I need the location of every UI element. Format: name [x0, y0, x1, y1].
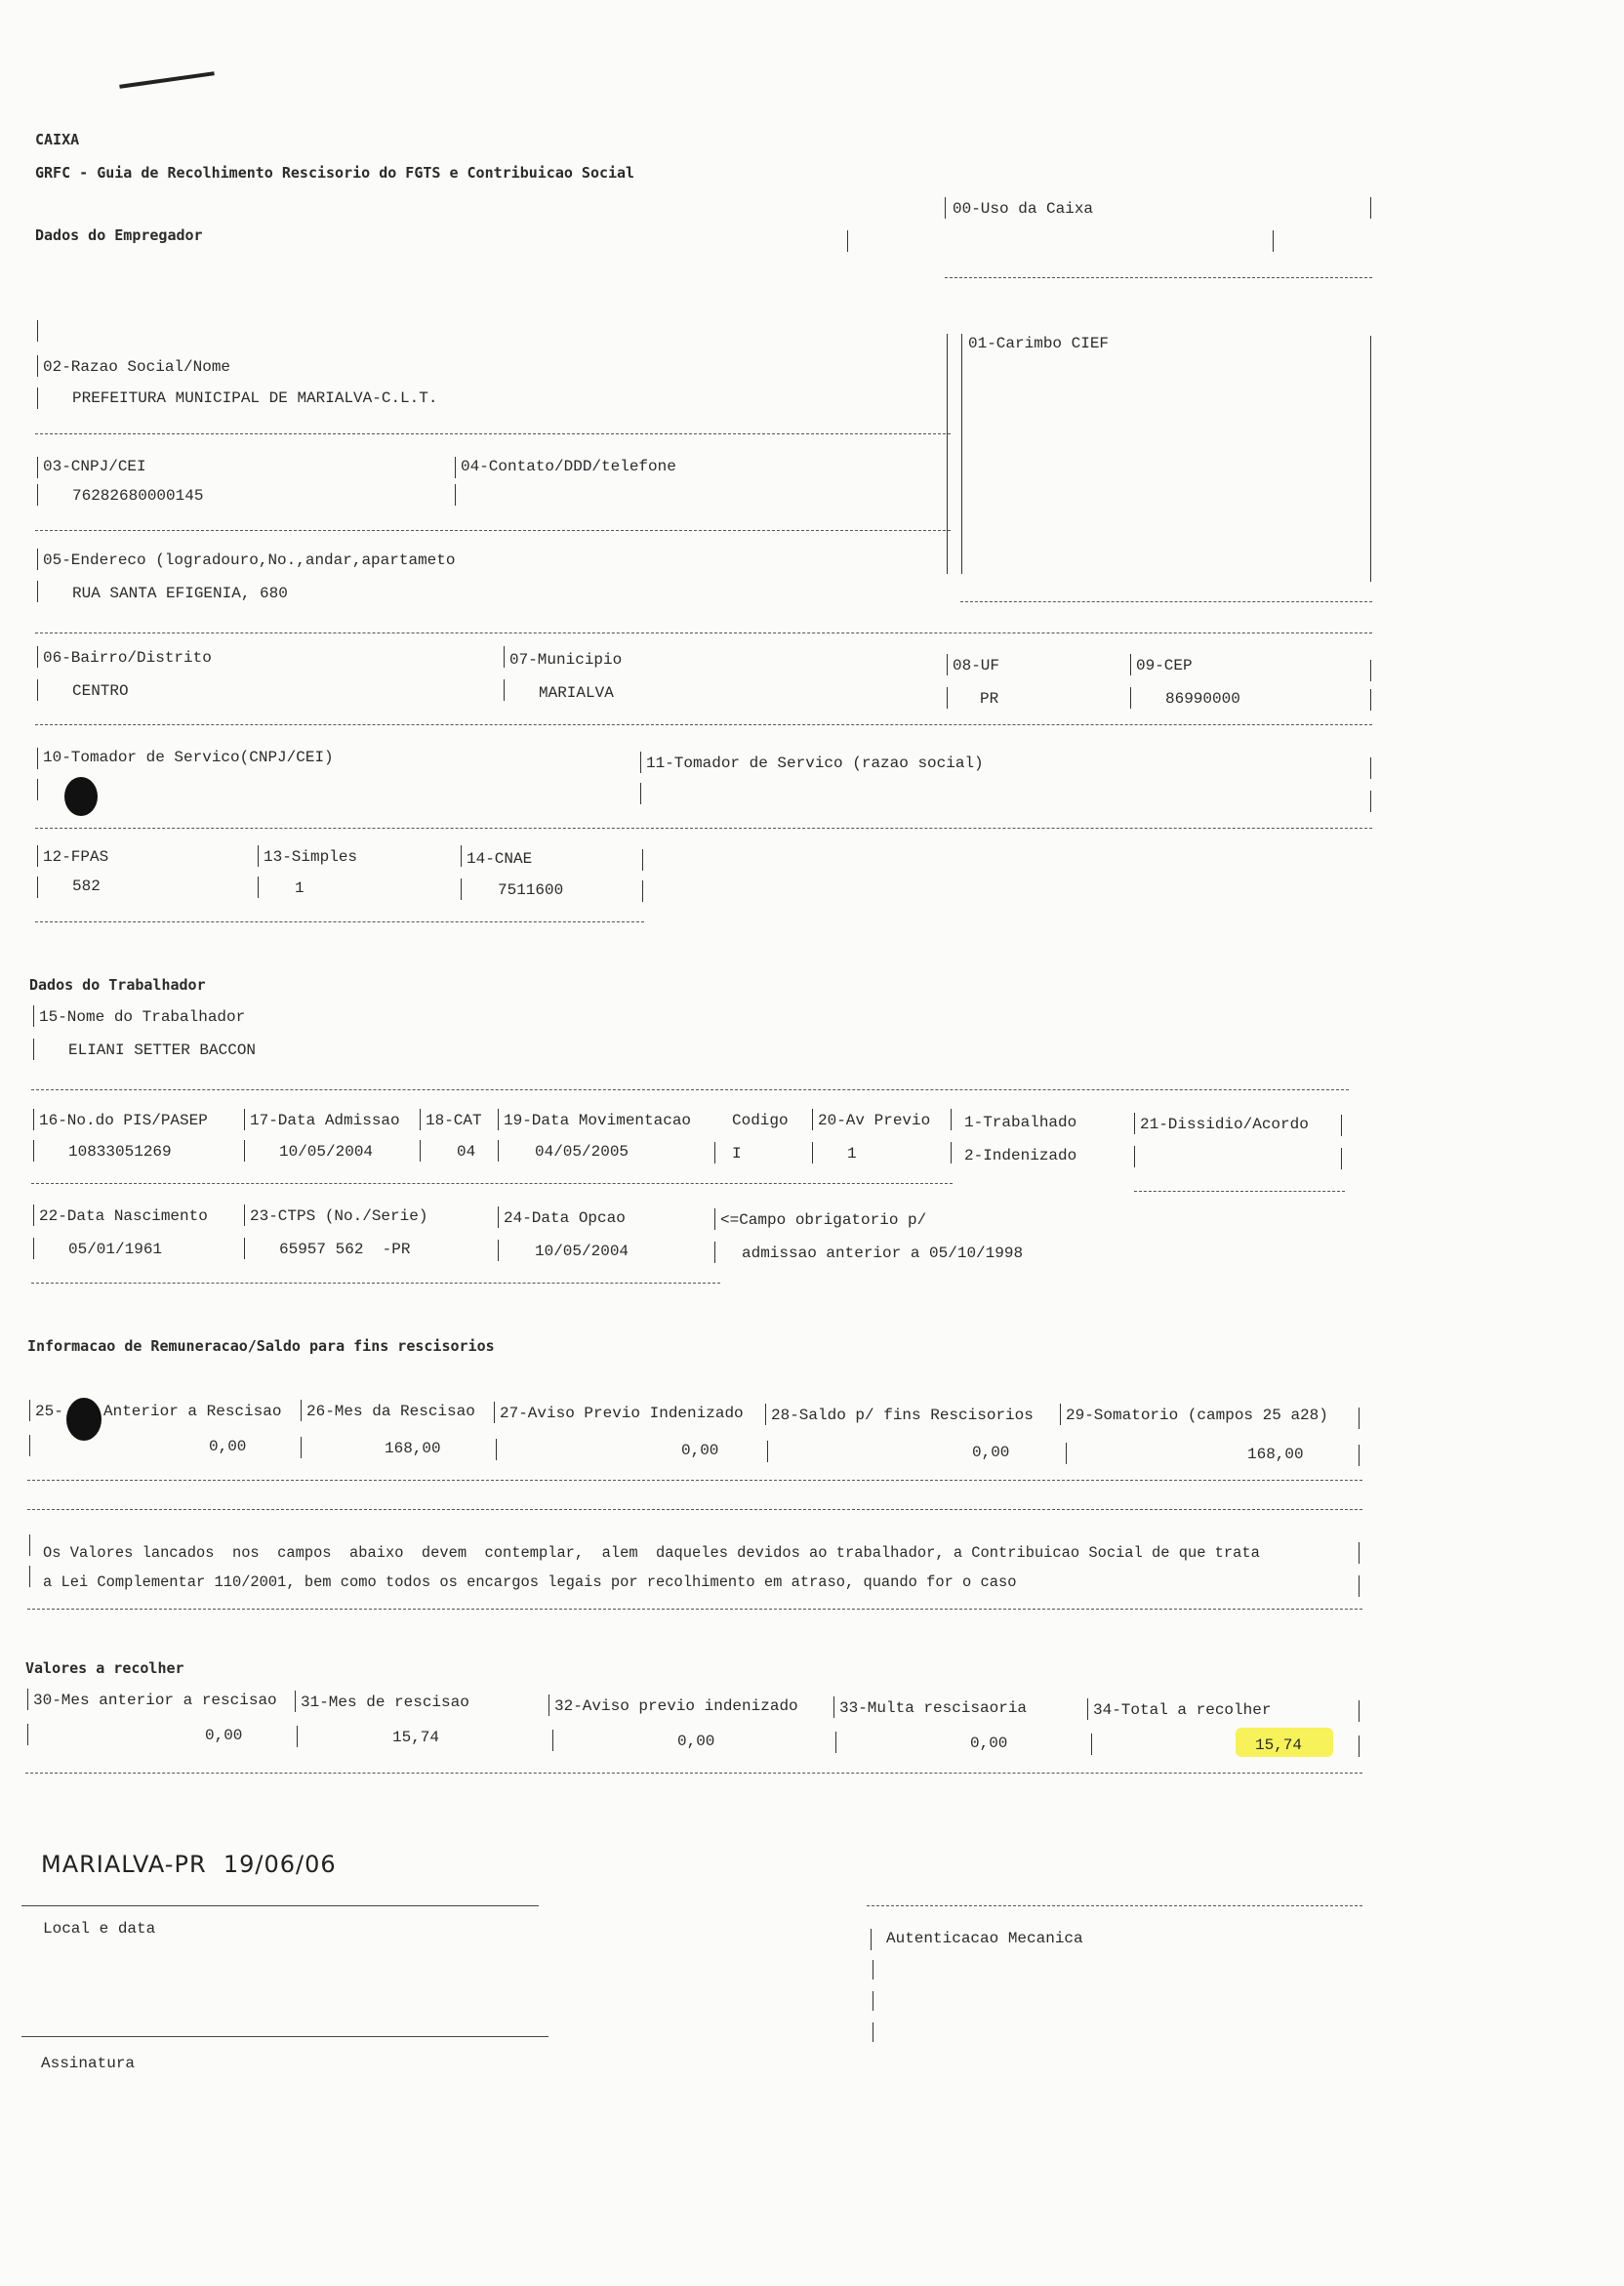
cat-label: 18-CAT — [426, 1112, 482, 1129]
section-trabalhador-title: Dados do Trabalhador — [29, 976, 206, 994]
c30-value-bar — [27, 1724, 28, 1745]
uso-da-caixa-label: 00-Uso da Caixa — [953, 200, 1094, 218]
bairro-label: 06-Bairro/Distrito — [43, 649, 212, 667]
c25-value-bar — [29, 1435, 30, 1456]
dissidio-right-bar — [1341, 1115, 1342, 1136]
bairro-value-bar — [37, 679, 38, 701]
cep-value-bar — [1130, 687, 1131, 709]
fpas-bar — [37, 845, 38, 867]
uf-label: 08-UF — [953, 657, 1000, 674]
codigo-value: I — [732, 1145, 742, 1163]
carimbo-bar-a — [947, 334, 948, 574]
assinatura-line — [21, 2036, 548, 2037]
aviso-right-bar-2 — [1359, 1575, 1360, 1597]
redaction-dot — [64, 777, 98, 816]
endereco-bar — [37, 549, 38, 570]
municipio-bar — [504, 646, 505, 668]
av-previo-value: 1 — [847, 1145, 857, 1163]
c29-value-right-bar — [1359, 1445, 1360, 1466]
c28-value-bar — [767, 1441, 768, 1462]
assinatura-label: Assinatura — [41, 2055, 136, 2072]
c33-value-bar — [835, 1732, 836, 1753]
admissao-label: 17-Data Admissao — [250, 1112, 400, 1129]
c26-value-bar — [301, 1437, 302, 1458]
c32-value: 0,00 — [677, 1733, 715, 1750]
bairro-divider — [35, 724, 1372, 725]
tomador-cnpj-bar — [37, 748, 38, 769]
trabalhado-label: 1-Trabalhado — [964, 1114, 1077, 1131]
c31-value-bar — [297, 1726, 298, 1747]
tomador-value-right-bar — [1370, 791, 1371, 812]
tomador-right-bar — [1370, 757, 1371, 779]
tomador-cnpj-value-bar — [37, 779, 38, 800]
aviso-left-bar-2 — [29, 1566, 30, 1587]
opcao-bar — [498, 1206, 499, 1228]
cnpj-bar — [37, 457, 38, 478]
section-empregador-title: Dados do Empregador — [35, 226, 203, 244]
aviso-right-bar-1 — [1359, 1542, 1360, 1564]
c25-value: 0,00 — [209, 1438, 247, 1455]
cep-value: 86990000 — [1165, 690, 1240, 708]
municipio-label: 07-Municipio — [509, 651, 623, 669]
redaction-dot-2 — [66, 1398, 102, 1441]
pis-value: 10833051269 — [68, 1143, 172, 1161]
bairro-bar — [37, 646, 38, 668]
nome-bar — [33, 1005, 34, 1027]
fpas-divider — [35, 921, 644, 922]
av-previo-label: 20-Av Previo — [818, 1112, 931, 1129]
codigo-label: Codigo — [732, 1112, 789, 1129]
nome-value-bar — [33, 1039, 34, 1060]
nascimento-bar — [33, 1204, 34, 1226]
nome-trabalhador-label: 15-Nome do Trabalhador — [39, 1008, 246, 1026]
recolher-divider — [25, 1773, 1362, 1774]
form-title: GRFC - Guia de Recolhimento Rescisorio do FGTS e Contribuicao Social — [35, 164, 635, 182]
uf-value: PR — [980, 690, 999, 708]
av-previo-bar — [812, 1109, 813, 1130]
pis-value-bar — [33, 1140, 34, 1162]
fpas-value-bar — [37, 877, 38, 898]
c28-value: 0,00 — [972, 1444, 1010, 1461]
c34-value-right-bar — [1359, 1735, 1360, 1757]
c33-value: 0,00 — [970, 1735, 1008, 1752]
indenizado-bar — [951, 1142, 952, 1163]
section-remuneracao-title: Informacao de Remuneracao/Saldo para fins rescisorios — [27, 1337, 495, 1355]
c30-bar — [27, 1689, 28, 1710]
endereco-label: 05-Endereco (logradouro,No.,andar,apartameto — [43, 551, 456, 569]
simples-value: 1 — [295, 879, 304, 897]
aviso-bottom — [27, 1609, 1362, 1610]
ctps-value: 65957 562 -PR — [279, 1241, 411, 1258]
bank-name: CAIXA — [35, 131, 80, 148]
dissidio-value-bar — [1134, 1146, 1135, 1167]
c33-bar — [833, 1696, 834, 1718]
c26-value: 168,00 — [385, 1440, 441, 1457]
empregador-bar — [37, 320, 38, 342]
cep-bar — [1130, 654, 1131, 675]
cep-value-right-bar — [1370, 689, 1371, 711]
opcao-value: 10/05/2004 — [535, 1243, 629, 1260]
simples-value-bar — [258, 877, 259, 898]
c32-bar — [548, 1694, 549, 1716]
nota-value-bar — [714, 1242, 715, 1263]
nascimento-label: 22-Data Nascimento — [39, 1207, 208, 1225]
c29-value-bar — [1066, 1443, 1067, 1464]
tomador-razao-bar — [640, 752, 641, 773]
uf-value-bar — [947, 687, 948, 709]
cnae-value-right-bar — [642, 880, 643, 902]
razao-social-label: 02-Razao Social/Nome — [43, 358, 231, 376]
aviso-line-2: a Lei Complementar 110/2001, bem como todos os encargos legais por recolhimento em atraso, quando for o caso — [43, 1573, 1017, 1591]
uf-bar — [947, 654, 948, 675]
pen-stroke-mark — [119, 71, 215, 89]
trabalhado-bar — [951, 1109, 952, 1130]
nome-trabalhador-value: ELIANI SETTER BACCON — [68, 1041, 257, 1059]
movimentacao-value-bar — [498, 1140, 499, 1162]
caixa-border-right — [1370, 197, 1371, 219]
nome-divider — [31, 1089, 1349, 1090]
c30-value: 0,00 — [205, 1727, 243, 1744]
c34-right-bar — [1359, 1700, 1360, 1722]
c28-bar — [765, 1404, 766, 1425]
local-data-value: MARIALVA-PR 19/06/06 — [41, 1851, 337, 1878]
razao-divider — [35, 433, 951, 434]
c34-value-bar — [1091, 1734, 1092, 1755]
admissao-bar — [244, 1109, 245, 1130]
aviso-line-1: Os Valores lancados nos campos abaixo devem contemplar, alem daqueles devidos ao trabalhador, a Contribuicao Social de que trata — [43, 1544, 1260, 1562]
aviso-left-bar-1 — [29, 1534, 30, 1556]
admissao-anterior-note: admissao anterior a 05/10/1998 — [742, 1245, 1024, 1262]
dissidio-label: 21-Dissidio/Acordo — [1140, 1116, 1309, 1133]
autenticacao-bar — [871, 1929, 872, 1950]
cep-label: 09-CEP — [1136, 657, 1193, 674]
cnae-label: 14-CNAE — [467, 850, 533, 868]
pis-label: 16-No.do PIS/PASEP — [39, 1112, 208, 1129]
movimentacao-bar — [498, 1109, 499, 1130]
section-recolher-title: Valores a recolher — [25, 1659, 184, 1677]
cnpj-label: 03-CNPJ/CEI — [43, 458, 146, 475]
razao-social-value: PREFEITURA MUNICIPAL DE MARIALVA-C.L.T. — [72, 389, 438, 407]
c27-label: 27-Aviso Previo Indenizado — [500, 1405, 744, 1422]
c27-bar — [494, 1402, 495, 1423]
fpas-label: 12-FPAS — [43, 848, 109, 866]
caixa-border-mid1 — [847, 230, 848, 252]
c33-label: 33-Multa rescisaoria — [839, 1699, 1028, 1717]
admissao-value: 10/05/2004 — [279, 1143, 374, 1161]
endereco-value: RUA SANTA EFIGENIA, 680 — [72, 585, 288, 602]
autenticacao-label: Autenticacao Mecanica — [886, 1930, 1083, 1947]
local-data-label: Local e data — [43, 1920, 156, 1938]
dissidio-value-right-bar — [1341, 1148, 1342, 1169]
c27-value-bar — [496, 1439, 497, 1460]
nascimento-value-bar — [33, 1238, 34, 1259]
razao-value-bar — [37, 388, 38, 409]
cat-bar — [420, 1109, 421, 1130]
municipio-value: MARIALVA — [539, 684, 614, 702]
razao-bar — [37, 355, 38, 377]
nascimento-divider — [31, 1283, 720, 1284]
caixa-border-left — [945, 197, 946, 219]
carimbo-cief-label: 01-Carimbo CIEF — [968, 335, 1110, 352]
nascimento-value: 05/01/1961 — [68, 1241, 163, 1258]
cnpj-value: 76282680000145 — [72, 487, 204, 505]
codigo-value-bar — [714, 1142, 715, 1163]
movimentacao-label: 19-Data Movimentacao — [504, 1112, 692, 1129]
cnpj-value-bar — [37, 484, 38, 506]
c29-right-bar — [1359, 1408, 1360, 1429]
tomador-razao-label: 11-Tomador de Servico (razao social) — [646, 755, 984, 772]
carimbo-bottom — [960, 601, 1372, 602]
contato-value-bar — [455, 484, 456, 506]
nota-bar — [714, 1208, 715, 1230]
c29-value: 168,00 — [1247, 1446, 1304, 1463]
cat-value: 04 — [457, 1143, 476, 1161]
c26-bar — [301, 1400, 302, 1421]
c31-value: 15,74 — [392, 1729, 440, 1746]
c25-label: Anterior a Rescisao — [103, 1403, 282, 1420]
cep-right-bar — [1370, 660, 1371, 681]
c27-value: 0,00 — [681, 1442, 719, 1459]
admissao-value-bar — [244, 1140, 245, 1162]
c28-label: 28-Saldo p/ fins Rescisorios — [771, 1407, 1034, 1424]
endereco-value-bar — [37, 581, 38, 602]
carimbo-bar-b — [961, 334, 962, 574]
pis-divider — [31, 1183, 953, 1184]
c29-bar — [1060, 1404, 1061, 1425]
contato-label: 04-Contato/DDD/telefone — [461, 458, 676, 475]
cnae-value: 7511600 — [498, 881, 564, 899]
indenizado-label: 2-Indenizado — [964, 1147, 1077, 1164]
caixa-divider — [945, 277, 1372, 278]
contato-bar — [455, 457, 456, 478]
c31-bar — [295, 1691, 296, 1712]
cnae-bar — [461, 845, 462, 867]
cat-value-bar — [420, 1140, 421, 1162]
simples-bar — [258, 845, 259, 867]
c26-label: 26-Mes da Rescisao — [306, 1403, 475, 1420]
dissidio-divider — [1134, 1191, 1345, 1192]
caixa-border-mid2 — [1273, 230, 1274, 252]
opcao-value-bar — [498, 1240, 499, 1261]
local-data-line — [21, 1905, 539, 1906]
opcao-label: 24-Data Opcao — [504, 1209, 626, 1227]
c32-label: 32-Aviso previo indenizado — [554, 1697, 798, 1715]
carimbo-bar-right — [1370, 336, 1371, 582]
tomador-razao-value-bar — [640, 783, 641, 804]
ctps-bar — [244, 1204, 245, 1226]
ctps-value-bar — [244, 1238, 245, 1259]
tomador-cnpj-label: 10-Tomador de Servico(CNPJ/CEI) — [43, 749, 334, 766]
campo-obrigatorio-note: <=Campo obrigatorio p/ — [720, 1211, 927, 1229]
cnpj-divider — [35, 530, 951, 531]
autenticacao-top — [867, 1905, 1362, 1906]
ctps-label: 23-CTPS (No./Serie) — [250, 1207, 428, 1225]
simples-label: 13-Simples — [264, 848, 358, 866]
c34-value: 15,74 — [1255, 1736, 1303, 1754]
fpas-value: 582 — [72, 878, 101, 895]
municipio-value-bar — [504, 679, 505, 701]
pis-bar — [33, 1109, 34, 1130]
c32-value-bar — [552, 1730, 553, 1751]
c29-label: 29-Somatorio (campos 25 a28) — [1066, 1407, 1328, 1424]
cnae-right-bar — [642, 849, 643, 871]
c25-prefix: 25- — [35, 1403, 63, 1420]
c25-bar — [29, 1400, 30, 1421]
c30-label: 30-Mes anterior a rescisao — [33, 1692, 277, 1709]
aviso-top — [27, 1509, 1362, 1510]
bairro-value: CENTRO — [72, 682, 129, 700]
remuneracao-divider — [27, 1480, 1362, 1481]
c34-label: 34-Total a recolher — [1093, 1701, 1272, 1719]
movimentacao-value: 04/05/2005 — [535, 1143, 629, 1161]
tomador-divider — [35, 828, 1372, 829]
dissidio-bar — [1134, 1113, 1135, 1134]
c31-label: 31-Mes de rescisao — [301, 1694, 469, 1711]
av-previo-value-bar — [812, 1142, 813, 1163]
cnae-value-bar — [461, 878, 462, 900]
c34-bar — [1087, 1698, 1088, 1720]
